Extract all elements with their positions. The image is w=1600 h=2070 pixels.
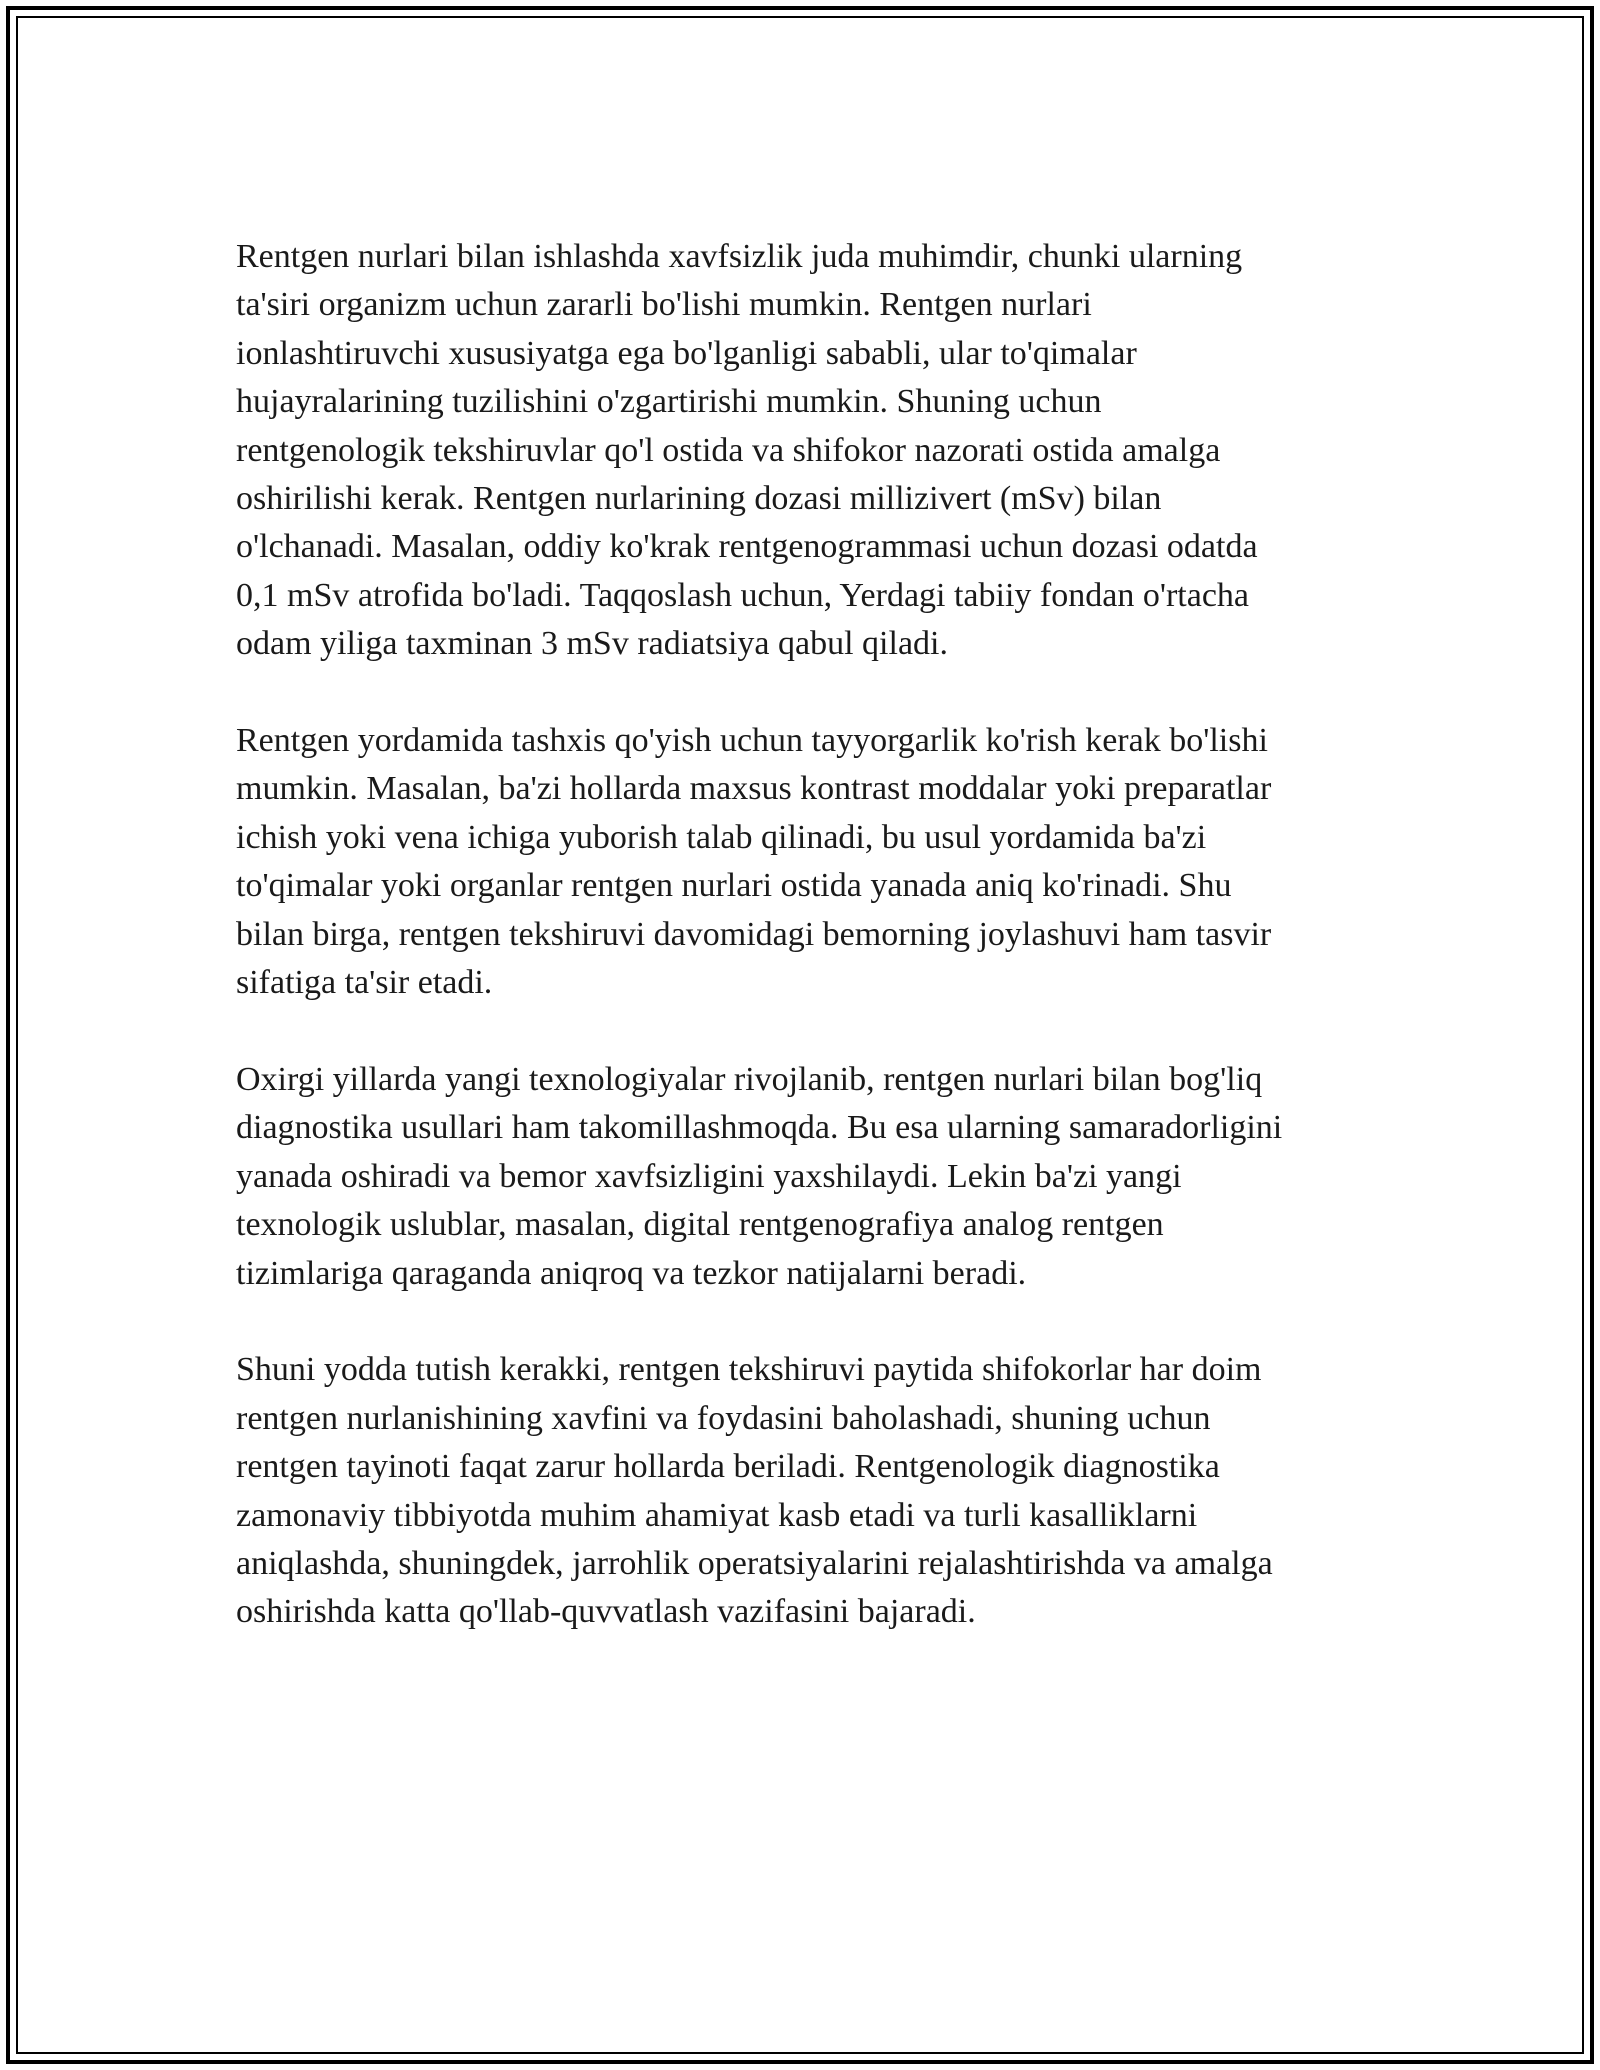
text-line: rentgen tayinoti faqat zarur hollarda beriladi. Rentgenologik diagnostika xyxy=(236,1448,1220,1486)
text-line: tizimlariga qaraganda aniqroq va tezkor natijalarni beradi. xyxy=(236,1254,1027,1292)
text-line: rentgen nurlanishining xavfini va foydasini baholashadi, shuning uchun xyxy=(236,1399,1211,1437)
text-line: oshirilishi kerak. Rentgen nurlarining dozasi millizivert (mSv) bilan xyxy=(236,480,1162,518)
text-line: bilan birga, rentgen tekshiruvi davomidagi bemorning joylashuvi ham tasvir xyxy=(236,915,1272,953)
text-line: rentgenologik tekshiruvlar qo'l ostida va shifokor nazorati ostida amalga xyxy=(236,431,1221,469)
text-line: yanada oshiradi va bemor xavfsizligini yaxshilaydi. Lekin ba'zi yangi xyxy=(236,1157,1182,1195)
document-body xyxy=(236,233,1386,1685)
text-line: to'qimalar yoki organlar rentgen nurlari ostida yanada aniq ko'rinadi. Shu xyxy=(236,867,1232,905)
text-line: 0,1 mSv atrofida bo'ladi. Taqqoslash uchun, Yerdagi tabiiy fondan o'rtacha xyxy=(236,576,1249,614)
text-line: odam yiliga taxminan 3 mSv radiatsiya qabul qiladi. xyxy=(236,625,948,663)
text-line: texnologik uslublar, masalan, digital rentgenografiya analog rentgen xyxy=(236,1206,1164,1244)
text-line: ichish yoki vena ichiga yuborish talab qilinadi, bu usul yordamida ba'zi xyxy=(236,818,1207,856)
text-line: sifatiga ta'sir etadi. xyxy=(236,964,493,1002)
text-line: Rentgen nurlari bilan ishlashda xavfsizlik juda muhimdir, chunki ularning xyxy=(236,238,1243,275)
text-line: ta'siri organizm uchun zararli bo'lishi mumkin. Rentgen nurlari xyxy=(236,286,1092,324)
text-line: ionlashtiruvchi xususiyatga ega bo'lganligi sababli, ular to'qimalar xyxy=(236,334,1137,372)
text-line: diagnostika usullari ham takomillashmoqda. Bu esa ularning samaradorligini xyxy=(236,1109,1283,1147)
text-line: Oxirgi yillarda yangi texnologiyalar rivojlanib, rentgen nurlari bilan bog'liq xyxy=(236,1060,1263,1098)
paragraph-radiation-safety xyxy=(236,233,1386,669)
text-line: hujayralarining tuzilishini o'zgartirishi mumkin. Shuning uchun xyxy=(236,383,1102,421)
paragraph-preparation xyxy=(236,717,1386,1007)
text-line: mumkin. Masalan, ba'zi hollarda maxsus kontrast moddalar yoki preparatlar xyxy=(236,770,1272,808)
text-line: Rentgen yordamida tashxis qo'yish uchun tayyorgarlik ko'rish kerak bo'lishi xyxy=(236,722,1268,760)
text-line: zamonaviy tibbiyotda muhim ahamiyat kasb etadi va turli kasalliklarni xyxy=(236,1496,1198,1534)
text-line: Shuni yodda tutish kerakki, rentgen tekshiruvi paytida shifokorlar har doim xyxy=(236,1351,1262,1389)
paragraph-new-technologies xyxy=(236,1056,1386,1298)
text-line: oshirishda katta qo'llab-quvvatlash vazifasini bajaradi. xyxy=(236,1593,976,1631)
text-line: aniqlashda, shuningdek, jarrohlik operatsiyalarini rejalashtirishda va amalga xyxy=(236,1544,1273,1582)
text-line: o'lchanadi. Masalan, oddiy ko'krak rentgenogrammasi uchun dozasi odatda xyxy=(236,528,1258,566)
paragraph-conclusion xyxy=(236,1346,1386,1636)
